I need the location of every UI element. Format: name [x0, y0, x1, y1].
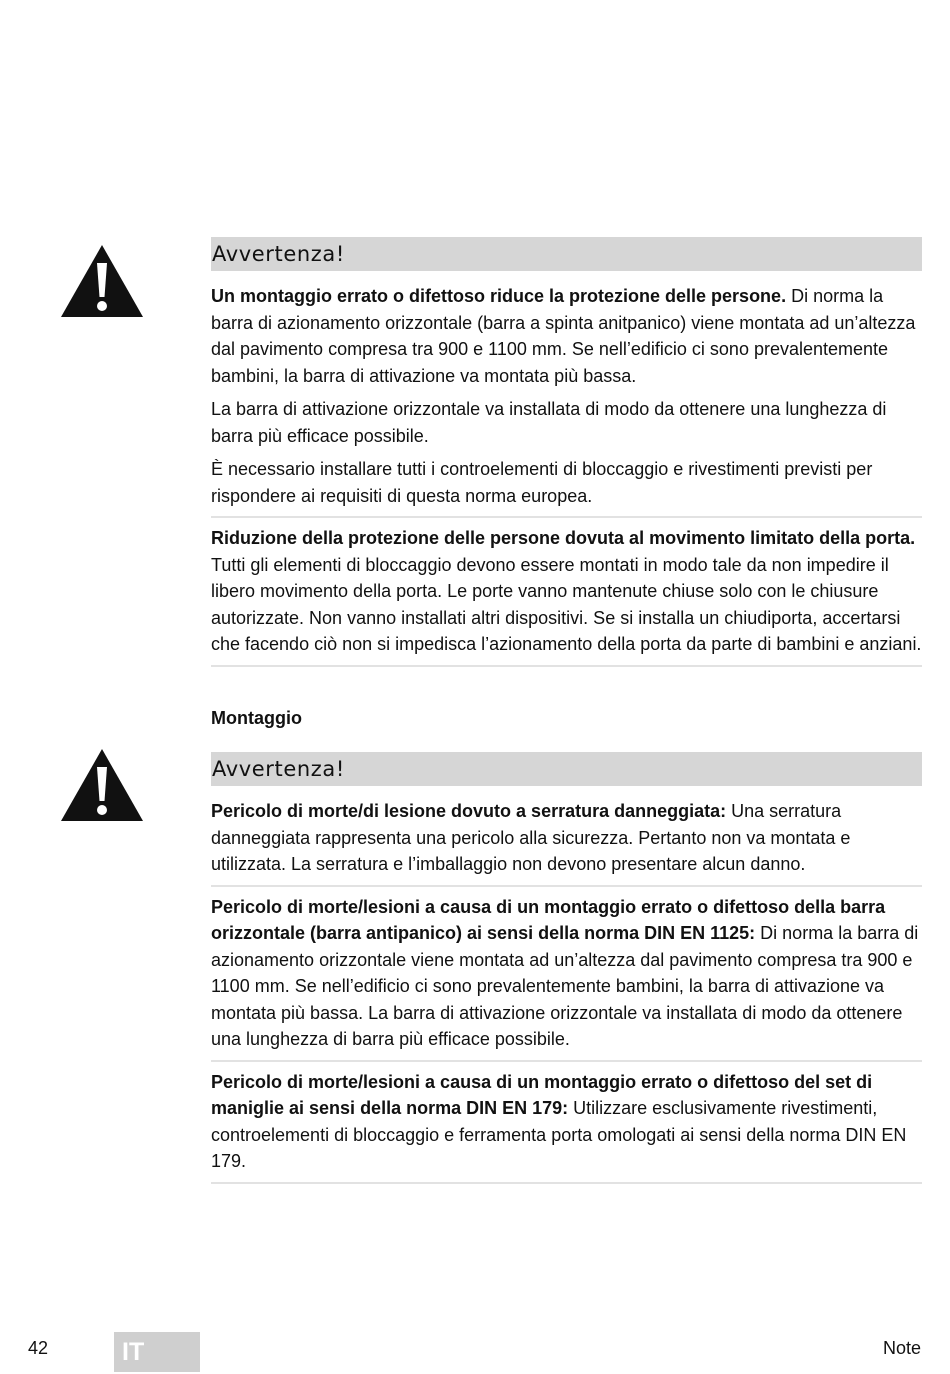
paragraph-text: Di norma la barra di azionamento orizzontale viene montata ad un’altezza dal pavimento compresa tra 900 e 1100 mm. Se nell’edificio ci sono prevalentemente bambini, la barra di attivazione va montata più bassa. La barra di attivazione orizzontale va installata di modo da ottenere una lunghezza di barra più efficace possibile.	[211, 923, 919, 1049]
paragraph-text: Una serratura danneggiata rappresenta una pericolo alla sicurezza. Pertanto non va montata e utilizzata. La serratura e l’imballaggio non devono presentare alcun danno.	[211, 801, 851, 874]
divider	[211, 1182, 922, 1184]
language-tab: IT	[114, 1332, 200, 1372]
paragraph-text: Utilizzare esclusivamente rivestimenti, controelementi di bloccaggio e ferramenta porta omologati ai sensi della norma DIN EN 179.	[211, 1098, 907, 1171]
warning-lead: Un montaggio errato o difettoso riduce la protezione delle persone.	[211, 286, 787, 306]
warning-header: Avvertenza!	[211, 752, 922, 786]
warning-paragraph	[211, 283, 922, 389]
warning-lead: Pericolo di morte/lesioni a causa di un montaggio errato o difettoso della barra orizzontale (barra antipanico) ai sensi della norma DIN EN 1125:	[211, 896, 886, 943]
warning-paragraph	[211, 525, 922, 658]
warning-paragraph	[211, 1069, 922, 1175]
divider	[211, 885, 922, 887]
paragraph-text: Tutti gli elementi di bloccaggio devono essere montati in modo tale da non impedire il libero movimento della porta. Le porte vanno mantenute chiuse solo con le chiusure autorizzate. Non vanno installati altri dispositivi. Se si installa un chiudiporta, accertarsi che facendo ciò non si impedisca l’azionamento della porta da parte di bambini e anziani.	[211, 554, 922, 654]
footer-section-title: Note	[882, 1338, 921, 1358]
warning-section-1	[211, 237, 922, 667]
paragraph-text: Di norma la barra di azionamento orizzontale (barra a spinta anitpanico) viene montata ad un’altezza dal pavimento compresa tra 900 e 1100 mm. Se nell’edificio ci sono prevalentemente bambini, la barra di attivazione va montata più bassa.	[211, 286, 916, 386]
warning-lead: Pericolo di morte/di lesione dovuto a serratura danneggiata:	[211, 801, 727, 821]
paragraph: È necessario installare tutti i controelementi di bloccaggio e rivestimenti previsti per rispondere ai requisiti di questa norma europea.	[211, 459, 873, 506]
warning-section-2	[211, 752, 922, 1184]
divider	[211, 516, 922, 518]
warning-paragraph	[211, 894, 922, 1053]
warning-paragraph	[211, 798, 922, 878]
paragraph: La barra di attivazione orizzontale va installata di modo da ottenere una lunghezza di barra più efficace possibile.	[211, 399, 887, 446]
warning-lead: Pericolo di morte/lesioni a causa di un montaggio errato o difettoso del set di maniglie ai sensi della norma DIN EN 179:	[211, 1071, 873, 1118]
warning-triangle-icon	[60, 243, 144, 319]
section-heading: Montaggio	[211, 708, 302, 728]
warning-lead: Riduzione della protezione delle persone dovuta al movimento limitato della porta.	[211, 528, 916, 548]
divider	[211, 665, 922, 667]
page-number: 42	[28, 1338, 49, 1358]
warning-header: Avvertenza!	[211, 237, 922, 271]
divider	[211, 1060, 922, 1062]
warning-triangle-icon	[60, 747, 144, 823]
